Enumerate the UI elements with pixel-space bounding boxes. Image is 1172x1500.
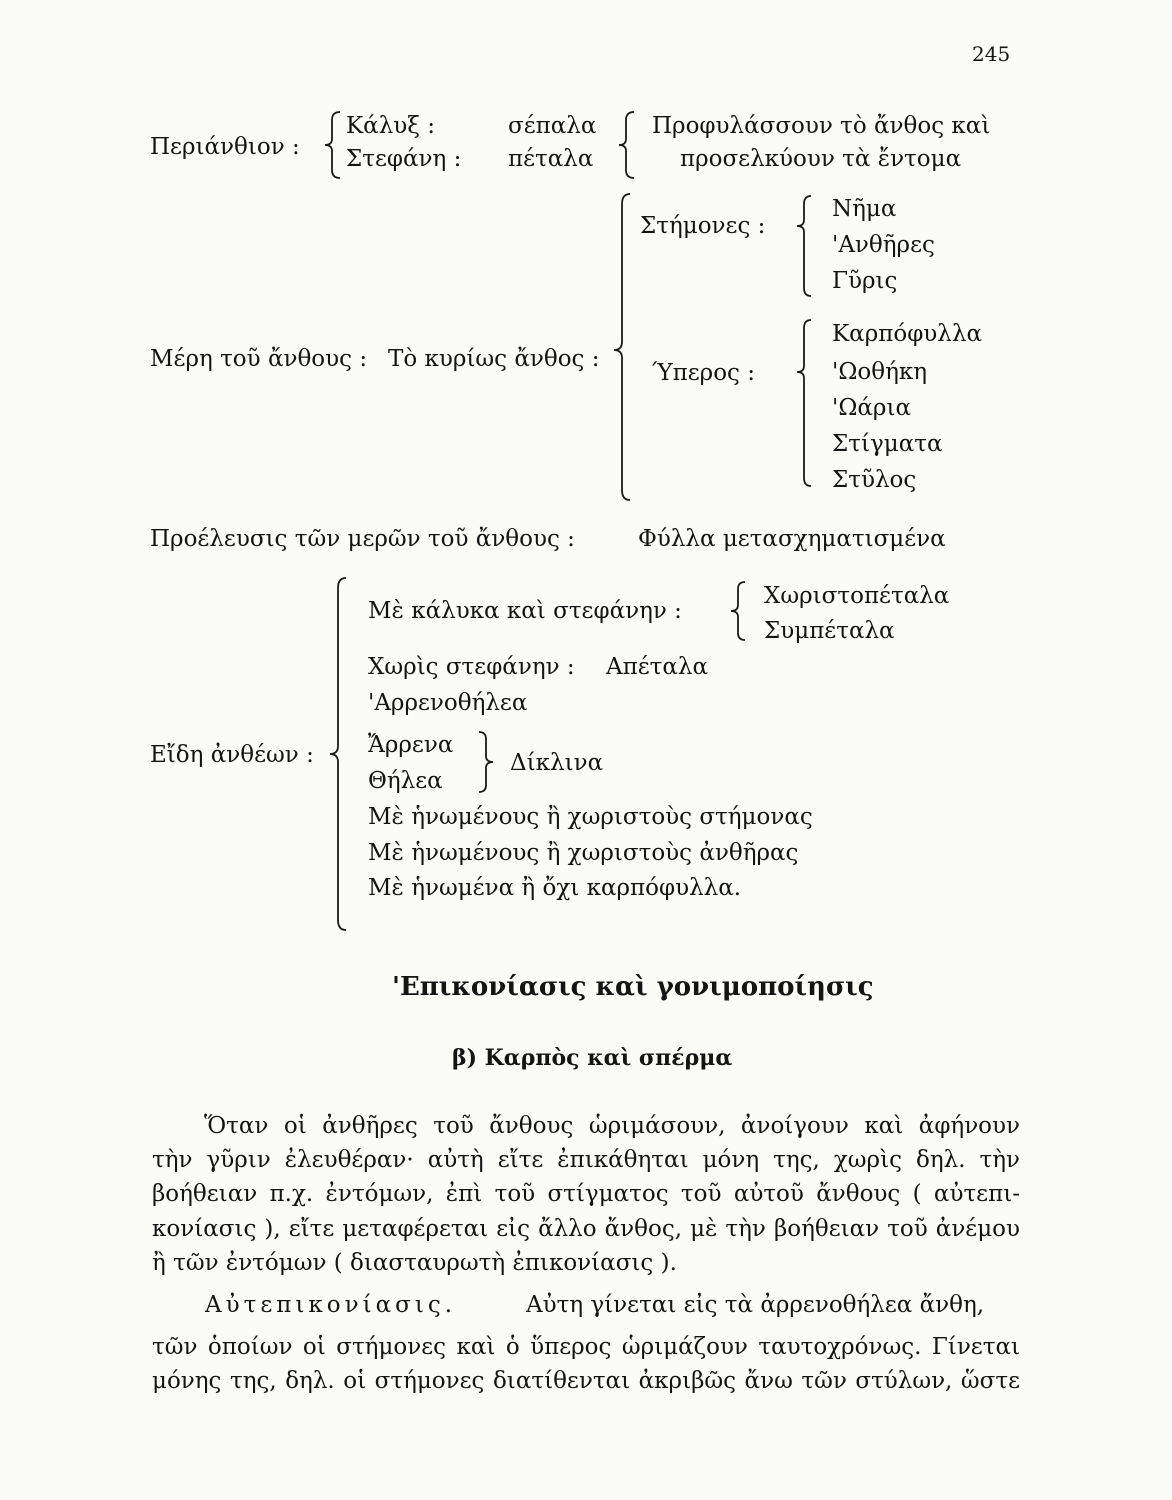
pistil-label: Ύπερος : xyxy=(652,360,755,386)
perianth-role-line1: Προφυλάσσουν τὸ ἄνθος καὶ xyxy=(652,113,991,139)
paragraph-2 xyxy=(152,1330,1020,1398)
filament-text: Νῆμα xyxy=(832,196,897,222)
ovary-text: 'Ωοθήκη xyxy=(832,359,928,385)
petals-text: πέταλα xyxy=(508,146,594,172)
flower-proper-brace xyxy=(610,192,634,502)
stamens-brace xyxy=(794,194,814,298)
perianth-role-line2: προσελκύουν τὰ ἔντομα xyxy=(680,146,962,172)
sepals-text: σέπαλα xyxy=(508,113,597,139)
female-text: Θήλεα xyxy=(368,768,443,794)
corolla-label: Στεφάνη : xyxy=(346,146,462,172)
joined-petals-text: Συμπέταλα xyxy=(764,618,895,644)
apetalous-text: Απέταλα xyxy=(606,654,709,680)
paragraph-2-line-2: τῶν ὁποίων οἱ στήμονες καὶ ὁ ὕπερος ὡριμάζουν ταυτοχρόνως. Γίνεται xyxy=(152,1334,1020,1360)
subsection-heading: β) Καρπὸς καὶ σπέρμα xyxy=(452,1045,733,1071)
carpels-text: Καρπόφυλλα xyxy=(832,321,982,347)
paragraph-1-line-3: βοήθειαν π.χ. ἐντόμων, ἐπὶ τοῦ στίγματος τοῦ αὐτοῦ ἄνθους ( αὐτεπι- xyxy=(152,1181,1020,1208)
stamens-label: Στήμονες : xyxy=(640,213,766,239)
diclinous-brace xyxy=(476,730,496,794)
ovules-text: 'Ωάρια xyxy=(832,395,911,421)
flower-types-brace xyxy=(326,576,350,932)
anthers-text: 'Ανθῆρες xyxy=(832,232,935,258)
no-corolla-label: Χωρὶς στεφάνην : xyxy=(368,654,575,680)
pollen-text: Γῦρις xyxy=(832,268,898,294)
petals-type-brace xyxy=(728,580,748,642)
pistil-brace xyxy=(794,318,814,488)
origin-label: Προέλευσις τῶν μερῶν τοῦ ἄνθους : xyxy=(150,526,575,552)
stigmas-text: Στίγματα xyxy=(832,431,943,457)
calyx-label: Κάλυξ : xyxy=(346,113,436,139)
separate-petals-text: Χωριστοπέταλα xyxy=(764,583,950,609)
paragraph-2-line-3: μόνης της, δηλ. οἱ στήμονες διατίθενται ἀκριβῶς ἄνω τῶν στύλων, ὥστε xyxy=(152,1368,1020,1395)
flower-parts-label: Μέρη τοῦ ἄνθους : xyxy=(150,346,368,372)
perianth-brace xyxy=(322,110,342,180)
with-calyx-label: Μὲ κάλυκα καὶ στεφάνην : xyxy=(368,598,682,624)
autopollination-term: Αὐτεπικονίασις. xyxy=(205,1292,457,1318)
paragraph-1-line-5: ἢ τῶν ἐντόμων ( διασταυρωτὴ ἐπικονίασις ). xyxy=(152,1249,677,1276)
paragraph-1-line-1: Ὅταν οἱ ἀνθῆρες τοῦ ἄνθους ὡριμάσουν, ἀνοίγουν καὶ ἀφήνουν xyxy=(204,1113,1020,1139)
style-text: Στῦλος xyxy=(832,467,917,493)
paragraph-1-line-2: τὴν γῦριν ἐλευθέραν· αὐτὴ εἴτε ἐπικάθηται μόνη της, χωρὶς δηλ. τὴν xyxy=(152,1147,1020,1174)
male-text: Ἄρρενα xyxy=(368,732,454,758)
paragraph-1-line-4: κονίασις ), εἴτε μεταφέρεται εἰς ἄλλο ἄνθος, μὲ τὴν βοήθειαν τοῦ ἀνέμου xyxy=(152,1215,1020,1242)
paragraph-2-line-1: Αὐτη γίνεται εἰς τὰ ἀρρενοθήλεα ἄνθη, xyxy=(526,1292,985,1318)
hermaphrodite-text: 'Αρρενοθήλεα xyxy=(368,690,528,716)
perianth-role-brace xyxy=(616,110,636,180)
perianth-label: Περιάνθιον : xyxy=(150,134,300,160)
origin-value: Φύλλα μετασχηματισμένα xyxy=(638,526,946,552)
page-number: 245 xyxy=(972,42,1011,66)
united-carpels-text: Μὲ ἡνωμένα ἢ ὄχι καρπόφυλλα. xyxy=(368,875,742,901)
paragraph-1 xyxy=(152,1109,1020,1280)
section-heading: 'Επικονίασις καὶ γονιμοποίησις xyxy=(392,972,874,1002)
flower-proper-label: Τὸ κυρίως ἄνθος : xyxy=(388,346,600,372)
united-anthers-text: Μὲ ἡνωμένους ἢ χωριστοὺς ἀνθῆρας xyxy=(368,840,799,866)
united-stamens-text: Μὲ ἡνωμένους ἢ χωριστοὺς στήμονας xyxy=(368,804,813,830)
diclinous-text: Δίκλινα xyxy=(510,750,604,776)
flower-types-label: Εἴδη ἀνθέων : xyxy=(150,742,314,768)
